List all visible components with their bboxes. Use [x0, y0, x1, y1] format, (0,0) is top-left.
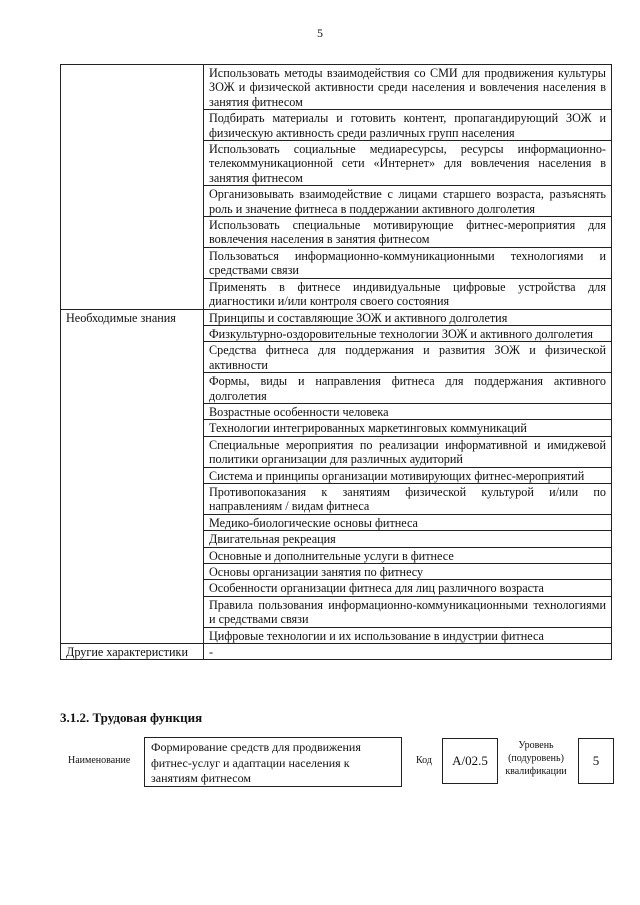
qualification-level-field: 5 [578, 738, 614, 784]
row-content-cell: Двигательная рекреация [204, 531, 612, 547]
row-content-cell: Формы, виды и направления фитнеса для поддержания активного долголетия [204, 373, 612, 404]
row-content-cell: Использовать социальные медиаресурсы, ресурсы информационно-телекоммуникационной сети «Интернет» для вовлечения населения в занятия фитнесом [204, 141, 612, 186]
row-content-cell: Использовать специальные мотивирующие фитнес-мероприятия для вовлечения населения в занятия фитнесом [204, 217, 612, 248]
row-content-cell: Особенности организации фитнеса для лиц различного возраста [204, 580, 612, 596]
row-content-cell: - [204, 644, 612, 660]
row-content-cell: Организовывать взаимодействие с лицами старшего возраста, разъяснять роль и значение фитнеса в поддержании активного долголетия [204, 186, 612, 217]
section-heading: 3.1.2. Трудовая функция [60, 710, 203, 725]
name-label: Наименование [68, 755, 131, 766]
row-content-cell: Пользоваться информационно-коммуникационными технологиями и средствами связи [204, 247, 612, 278]
table-row [61, 644, 612, 660]
row-content-cell: Специальные мероприятия по реализации информативной и имиджевой политики организации для различных аудиторий [204, 436, 612, 467]
page-number: 5 [317, 26, 323, 40]
row-content-cell: Медико-биологические основы фитнеса [204, 514, 612, 530]
code-label: Код [416, 755, 432, 766]
row-content-cell: Основные и дополнительные услуги в фитнесе [204, 547, 612, 563]
labor-function-row [60, 735, 620, 795]
function-name-field: Формирование средств для продвижения фитнес-услуг и адаптации населения к занятиям фитнесом [144, 737, 402, 787]
row-content-cell: Применять в фитнесе индивидуальные цифровые устройства для диагностики и/или контроля своего состояния [204, 278, 612, 309]
row-label-cell: Другие характеристики [61, 644, 204, 660]
level-label: Уровень (подуровень) квалификации [505, 740, 567, 777]
row-content-cell: Система и принципы организации мотивирующих фитнес-мероприятий [204, 467, 612, 483]
row-content-cell: Физкультурно-оздоровительные технологии ЗОЖ и активного долголетия [204, 325, 612, 341]
requirements-table [60, 64, 612, 660]
function-code-field: А/02.5 [442, 738, 498, 784]
row-content-cell: Основы организации занятия по фитнесу [204, 564, 612, 580]
row-content-cell: Противопоказания к занятиям физической культурой и/или по направлениям / видам фитнеса [204, 483, 612, 514]
row-content-cell: Возрастные особенности человека [204, 403, 612, 419]
table-row [61, 65, 612, 110]
row-content-cell: Технологии интегрированных маркетинговых коммуникаций [204, 420, 612, 436]
row-content-cell: Средства фитнеса для поддержания и развития ЗОЖ и физической активности [204, 342, 612, 373]
row-content-cell: Использовать методы взаимодействия со СМИ для продвижения культуры ЗОЖ и физической активности среди населения и вовлечения населения в занятия фитнесом [204, 65, 612, 110]
row-content-cell: Принципы и составляющие ЗОЖ и активного долголетия [204, 309, 612, 325]
table-row [61, 309, 612, 325]
row-label-cell: Необходимые знания [61, 309, 204, 644]
row-content-cell: Подбирать материалы и готовить контент, пропагандирующий ЗОЖ и физическую активность среди различных групп населения [204, 110, 612, 141]
row-label-cell [61, 65, 204, 310]
row-content-cell: Правила пользования информационно-коммуникационными технологиями и средствами связи [204, 596, 612, 627]
row-content-cell: Цифровые технологии и их использование в индустрии фитнеса [204, 627, 612, 643]
